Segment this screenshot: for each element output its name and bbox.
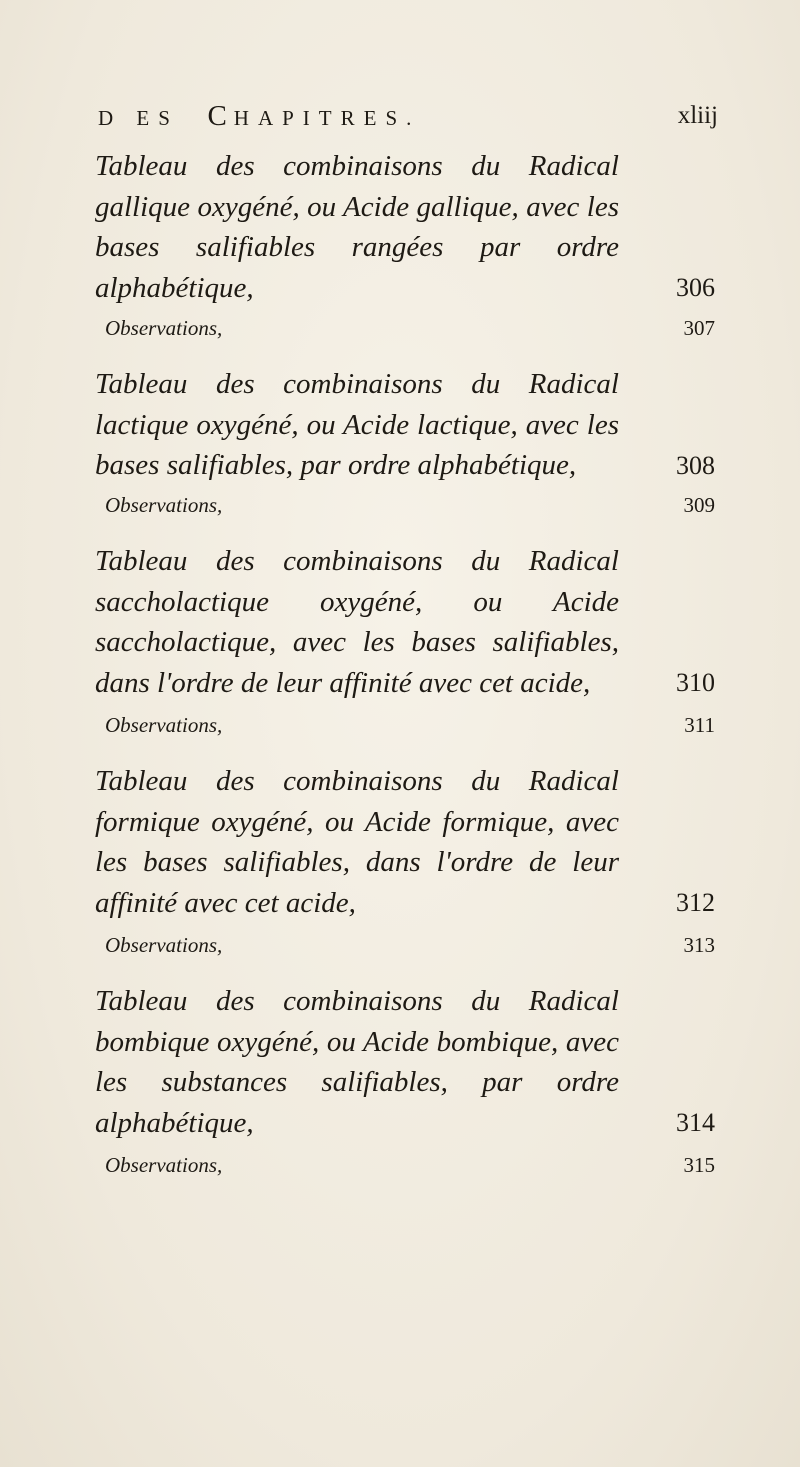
title-word-des: ES (136, 106, 179, 130)
toc-entry (85, 761, 715, 923)
observation-page: 311 (684, 713, 715, 737)
entry-page: 312 (676, 888, 715, 917)
entry-text: Tableau des combinaisons du Radical gallique oxygéné, ou Acide gallique, avec les bases salifiables rangées par ordre alphabétique, (95, 150, 619, 304)
entry-page: 310 (676, 668, 715, 697)
entry-text: Tableau des combinaisons du Radical lactique oxygéné, ou Acide lactique, avec les bases salifiables, par ordre alphabétique, (95, 368, 619, 481)
toc-entry (85, 981, 715, 1143)
toc-observation (105, 493, 715, 518)
running-title (98, 100, 420, 133)
observation-text: Observations, (105, 933, 223, 957)
running-header (98, 100, 718, 140)
entry-page: 306 (676, 273, 715, 302)
entry-text: Tableau des combinaisons du Radical bombique oxygéné, ou Acide bombique, avec les substances salifiables, par ordre alphabétique, (95, 985, 619, 1139)
observation-text: Observations, (105, 713, 223, 737)
toc-observation (105, 316, 715, 341)
observation-page: 313 (683, 933, 715, 957)
toc-entry (85, 364, 715, 486)
toc-observation (105, 713, 715, 738)
page-number: xliij (677, 102, 718, 129)
title-initial: D (98, 106, 123, 130)
observation-page: 315 (683, 1153, 715, 1177)
title-capital: C (207, 100, 234, 132)
observation-text: Observations, (105, 316, 223, 340)
observation-text: Observations, (105, 493, 223, 517)
observation-page: 307 (683, 316, 715, 340)
toc-entry (85, 541, 715, 703)
observation-text: Observations, (105, 1153, 223, 1177)
entry-page: 314 (676, 1108, 715, 1137)
toc-observation (105, 1153, 715, 1178)
entry-text: Tableau des combinaisons du Radical saccholactique oxygéné, ou Acide saccholactique, avec les bases salifiables, dans l'ordre de leur affinité avec cet acide, (95, 545, 619, 699)
toc-entry (85, 146, 715, 308)
entry-page: 308 (676, 450, 715, 480)
toc-observation (105, 933, 715, 958)
entry-text: Tableau des combinaisons du Radical formique oxygéné, ou Acide formique, avec les bases salifiables, dans l'ordre de leur affinité avec cet acide, (95, 765, 619, 919)
observation-page: 309 (683, 493, 715, 517)
title-word-chapitres: HAPITRES. (233, 106, 421, 130)
